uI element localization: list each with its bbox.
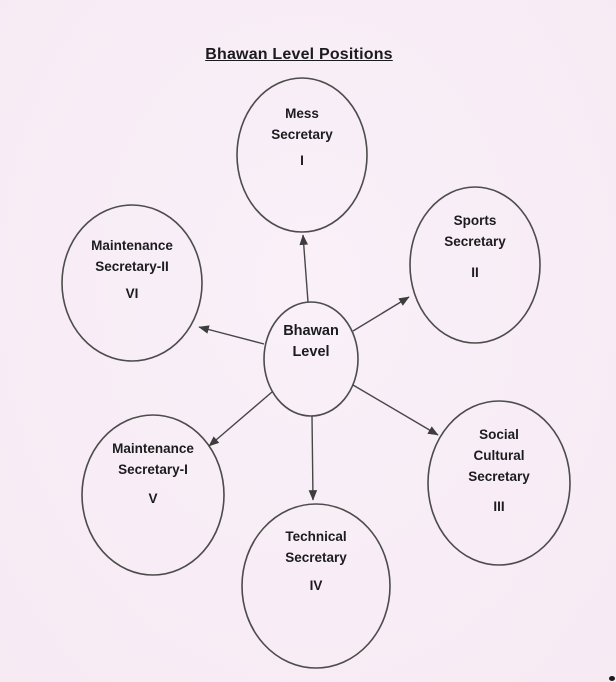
node-numeral: III xyxy=(493,499,505,514)
node-label-line: Secretary xyxy=(468,469,530,484)
node-numeral: IV xyxy=(309,578,323,593)
node-numeral: VI xyxy=(125,286,139,301)
node-label-line: Maintenance xyxy=(91,238,173,253)
node-technical-secretary xyxy=(242,526,390,596)
node-mess-secretary xyxy=(237,103,367,171)
scan-speck xyxy=(609,676,615,681)
node-label-line: Mess xyxy=(285,106,319,121)
node-label-line: Maintenance xyxy=(112,441,194,456)
node-numeral: I xyxy=(300,153,304,168)
node-label-line: Cultural xyxy=(473,448,525,463)
edge-bhawan-to-technical-secretary xyxy=(312,416,313,500)
node-label-line: Bhawan xyxy=(283,323,339,339)
node-label-line: Technical xyxy=(285,529,347,544)
edge-bhawan-to-mess-secretary xyxy=(303,235,308,302)
node-label-line: Social xyxy=(479,427,519,442)
node-numeral: II xyxy=(471,265,479,280)
node-sports-secretary xyxy=(410,210,540,283)
node-maintenance-secretary-ii xyxy=(62,235,202,304)
node-numeral: V xyxy=(148,491,158,506)
node-label-line: Secretary xyxy=(444,234,506,249)
node-social-cultural-secretary xyxy=(429,424,569,517)
node-maintenance-secretary-i xyxy=(82,438,224,509)
node-label-line: Secretary xyxy=(271,127,333,142)
node-label-line: Sports xyxy=(453,213,497,228)
node-label-line: Secretary xyxy=(285,550,347,565)
edge-bhawan-to-social-cultural-secretary xyxy=(353,385,438,435)
node-label-line: Secretary-II xyxy=(95,259,169,274)
edge-bhawan-to-sports-secretary xyxy=(353,297,409,331)
node-bhawan-level xyxy=(263,321,359,363)
node-label-line: Level xyxy=(292,344,330,360)
node-label-line: Secretary-I xyxy=(118,462,188,477)
edge-bhawan-to-maintenance-secretary-ii xyxy=(199,327,264,344)
page-title: Bhawan Level Positions xyxy=(205,46,393,63)
